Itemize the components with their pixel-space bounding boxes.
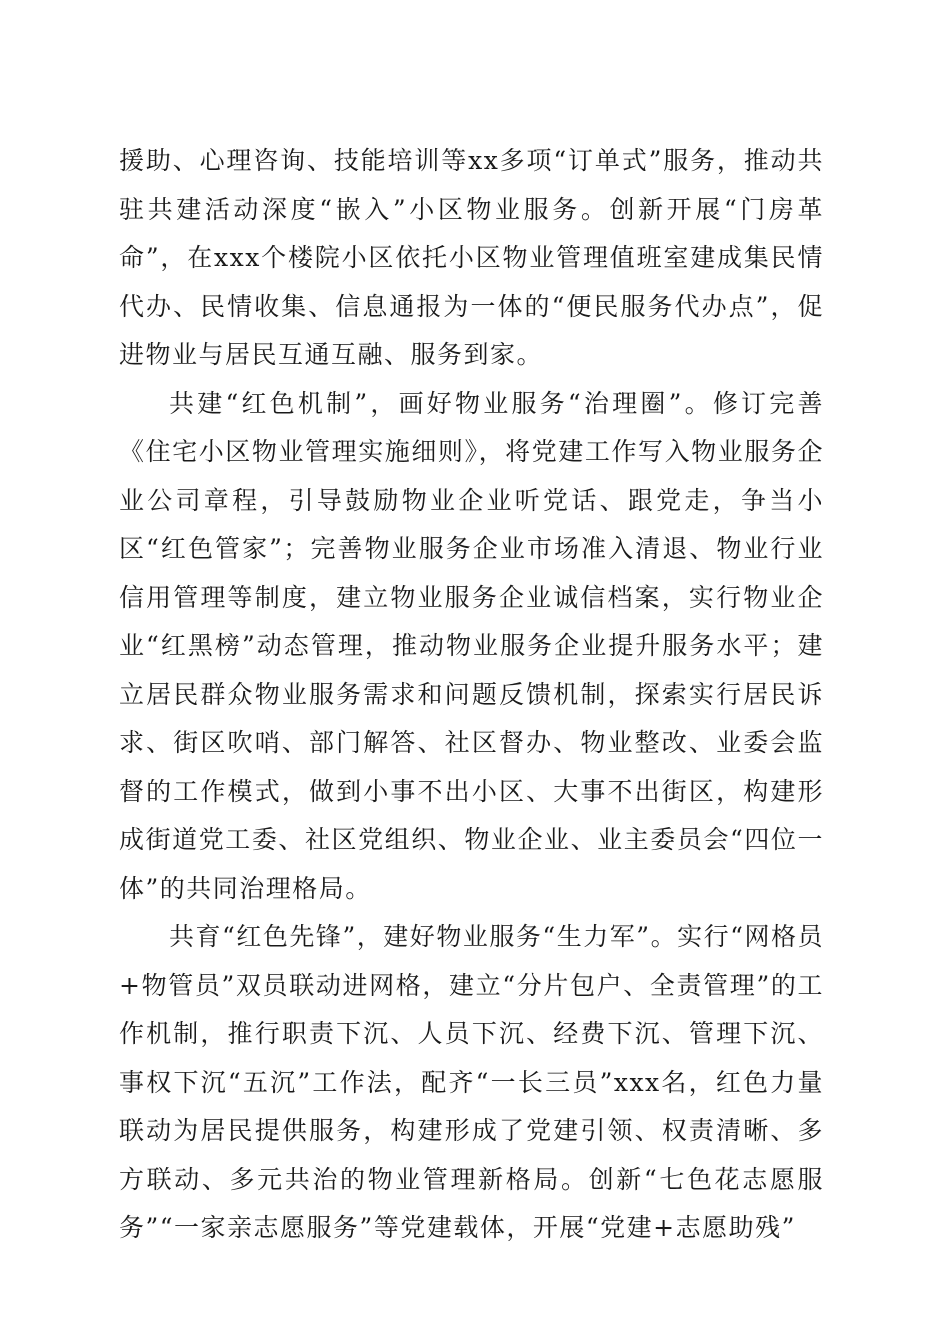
paragraph-continuation: 援助、心理咨询、技能培训等xx多项“订单式”服务，推动共驻共建活动深度“嵌入”小区物业服务。创新开展“门房革命”，在xxx个楼院小区依托小区物业管理值班室建成集民情代办、民情收集、信息通报为一体的“便民服务代办点”，促进物业与居民互通互融、服务到家。	[119, 146, 824, 369]
paragraph-red-vanguard: 共育“红色先锋”，建好物业服务“生力军”。实行“网格员+物管员”双员联动进网格，建立“分片包户、全责管理”的工作机制，推行职责下沉、人员下沉、经费下沉、管理下沉、事权下沉“五沉”工作法，配齐“一长三员”xxx名，红色力量联动为居民提供服务，构建形成了党建引领、权责清晰、多方联动、多元共治的物业管理新格局。创新“七色花志愿服务”“一家亲志愿服务”等党建载体，开展“党建+志愿助残”	[119, 922, 824, 1242]
document-body	[119, 137, 824, 1253]
paragraph-red-mechanism: 共建“红色机制”，画好物业服务“治理圈”。修订完善《住宅小区物业管理实施细则》，将党建工作写入物业服务企业公司章程，引导鼓励物业企业听党话、跟党走，争当小区“红色管家”；完善物业服务企业市场准入清退、物业行业信用管理等制度，建立物业服务企业诚信档案，实行物业企业“红黑榜”动态管理，推动物业服务企业提升服务水平；建立居民群众物业服务需求和问题反馈机制，探索实行居民诉求、街区吹哨、部门解答、社区督办、物业整改、业委会监督的工作模式，做到小事不出小区、大事不出街区，构建形成街道党工委、社区党组织、物业企业、业主委员会“四位一体”的共同治理格局。	[119, 388, 824, 903]
